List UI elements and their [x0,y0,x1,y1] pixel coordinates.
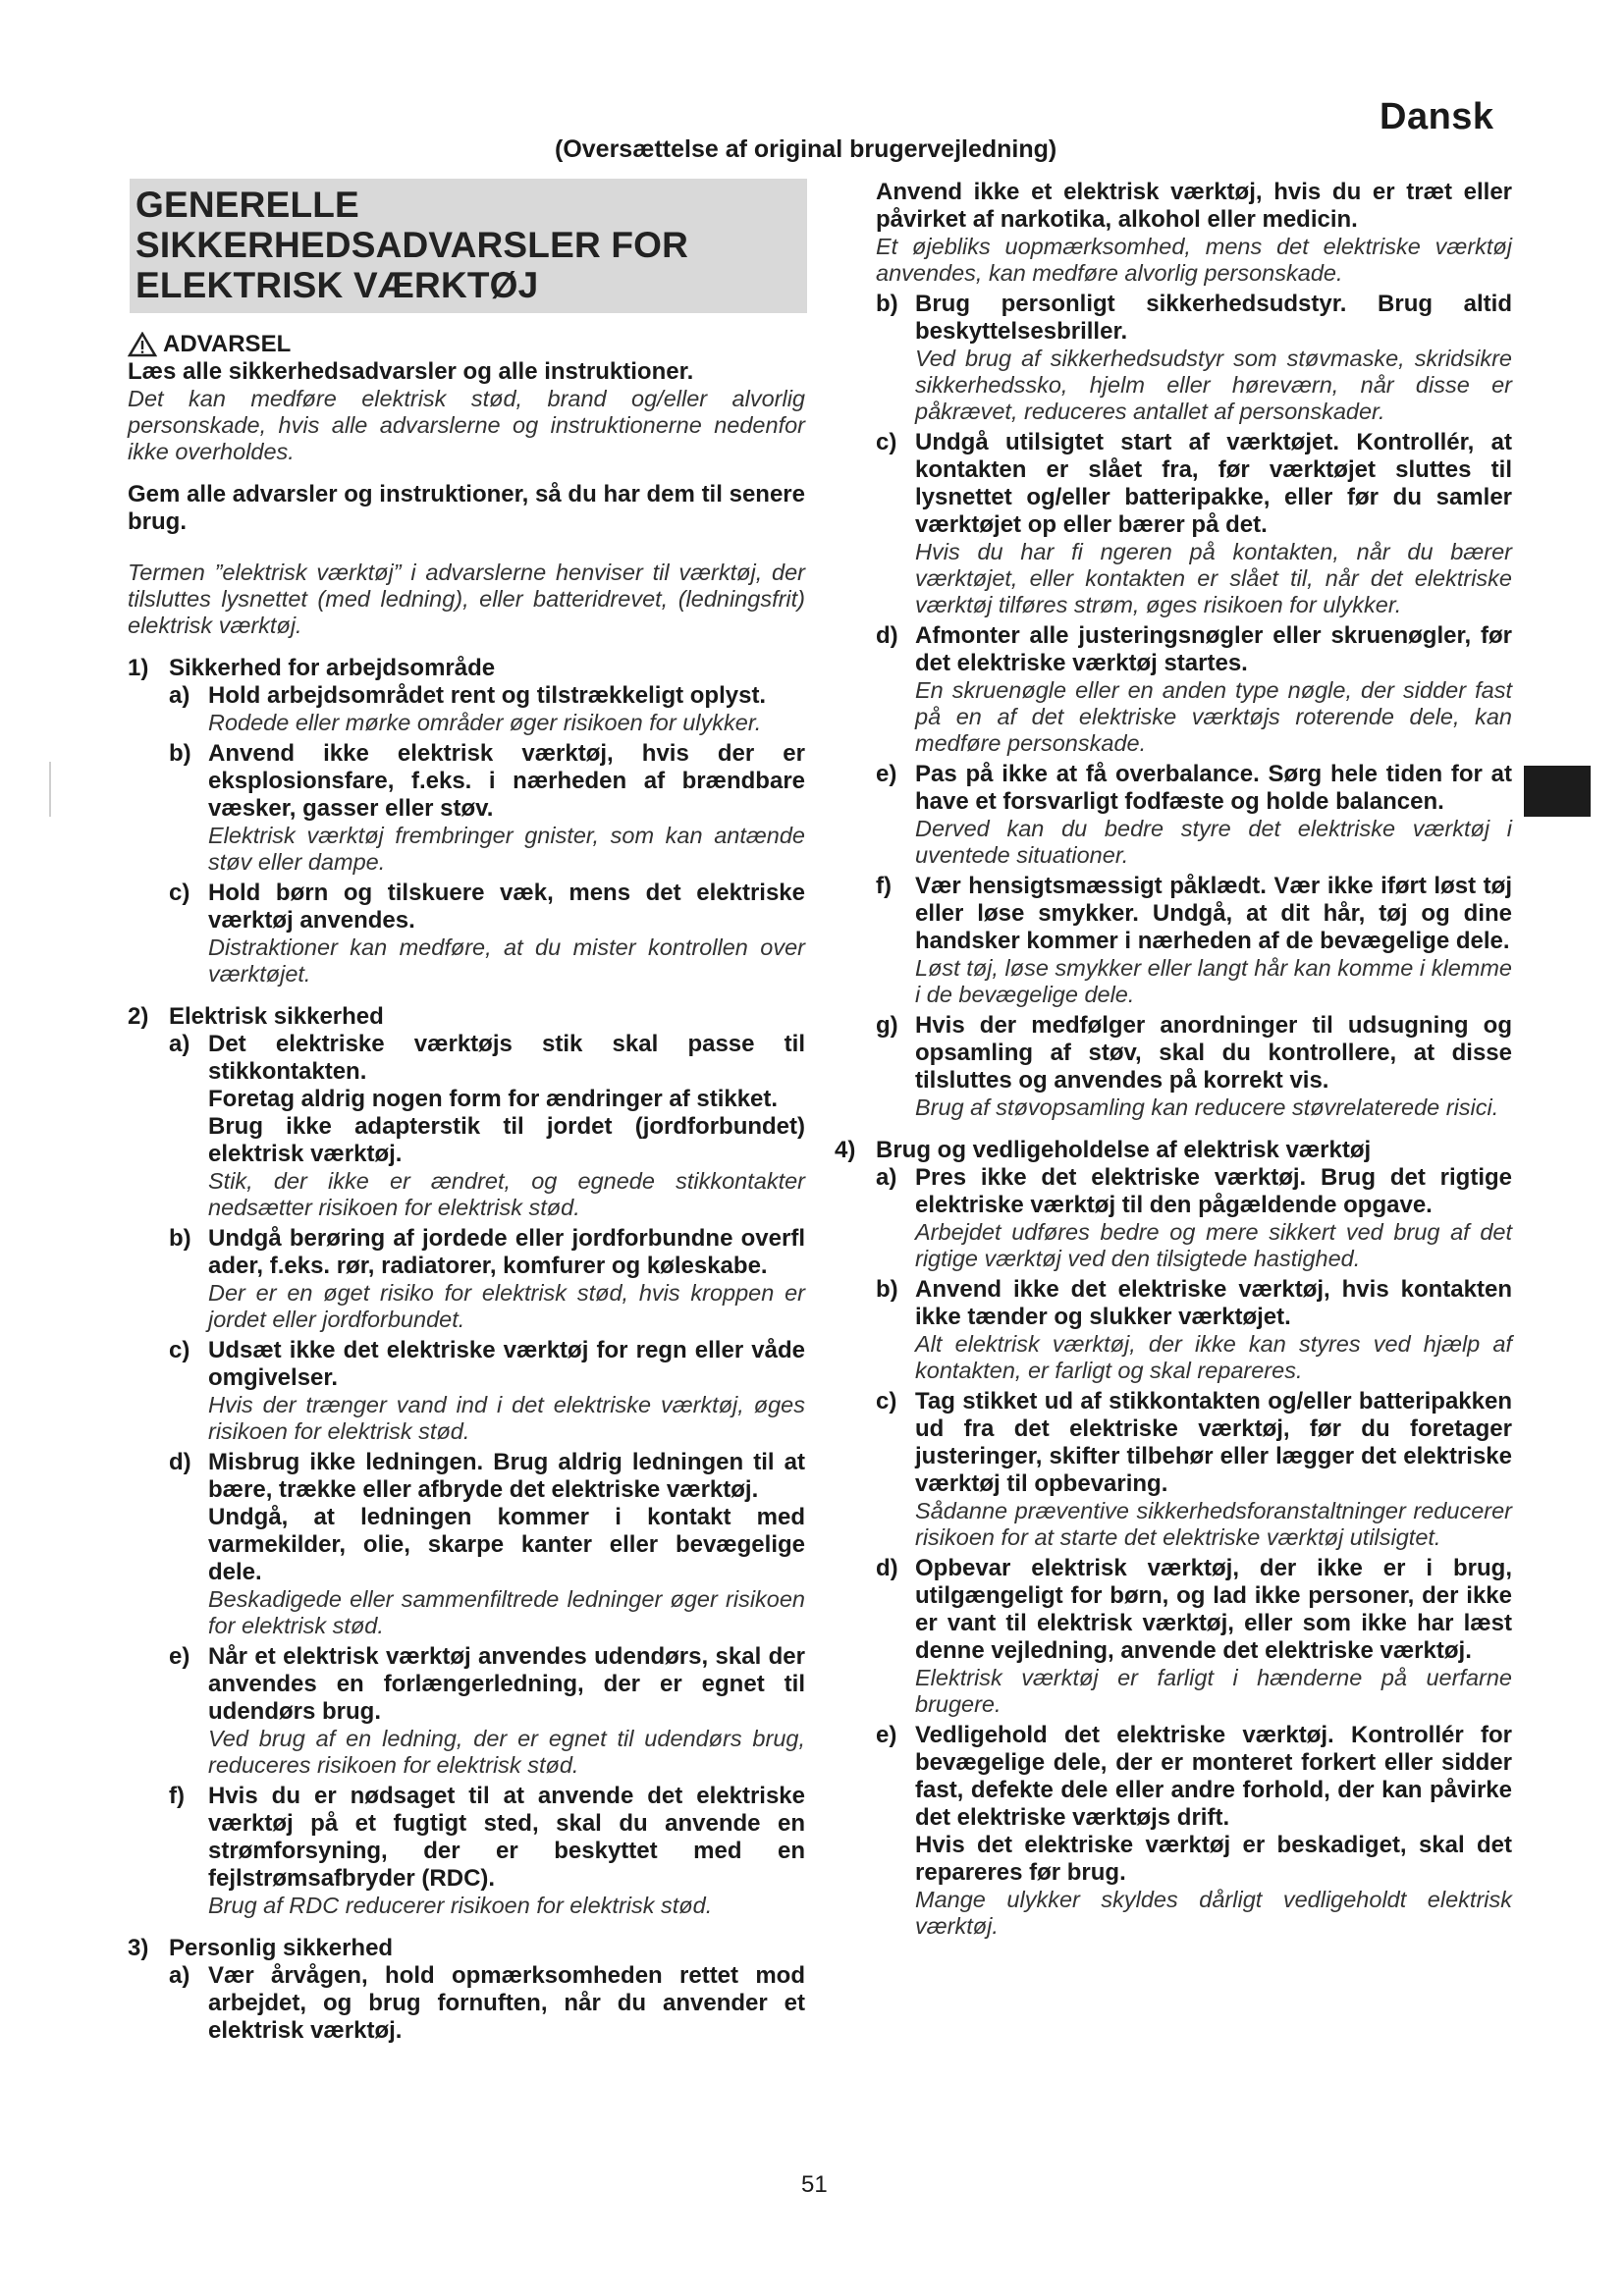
translation-subtitle: (Oversættelse af original brugervejledning) [555,135,1057,163]
title-line: SIKKERHEDSADVARSLER FOR [135,225,689,265]
section-heading: 2) Elektrisk sikkerhed [128,1003,384,1030]
list-item: c) Undgå utilsigtet start af værktøjet. Kontrollér, at kontakten er slået fra, før værktøjet sluttes til lysnettet og/eller batteripakke, eller før du samler værktøjet op eller bærer på det. Hvis du har fi ngeren på kontakten, når du bærer værktøjet, eller kontakten er slået til, når det elektriske værktøj tilføres strøm, øges risikoen for ulykker. [876,429,1512,617]
list-item: d) Opbevar elektrisk værktøj, der ikke er i brug, utilgængeligt for børn, og lad ikke personer, der ikke er vant til elektrisk værktøj, eller som ikke har læst denne vejledning, anvende det elektriske værktøj. Elektrisk værktøj er farligt i hænderne på uerfarne brugere. [876,1555,1512,1717]
list-item: f) Vær hensigtsmæssigt påklædt. Vær ikke iført løst tøj eller løse smykker. Undgå, at dit hår, tøj og dine handsker kommer i nærheden af de bevægelige dele. Løst tøj, løse smykker eller langt hår kan komme i klemme i de bevægelige dele. [876,873,1512,1007]
term-definition: Termen ”elektrisk værktøj” i advarslerne henviser til værktøj, der tilsluttes lysnettet (med ledning), eller batteridrevet, (ledningsfrit) elektrisk værktøj. [128,560,805,638]
title-line: ELEKTRISK VÆRKTØJ [135,265,539,305]
list-item: c) Hold børn og tilskuere væk, mens det elektriske værktøj anvendes. Distraktioner kan medføre, at du mister kontrollen over værktøjet. [169,880,805,987]
continued-italic: Et øjebliks uopmærksomhed, mens det elektriske værktøj anvendes, kan medføre alvorlig personskade. [876,234,1512,286]
list-item: e) Vedligehold det elektriske værktøj. Kontrollér for bevægelige dele, der er monteret forkert eller sidder fast, defekte dele eller andre forhold, der kan påvirke det elektriske værktøjs drift. Hvis det elektriske værktøj er beskadiget, skal det repareres før brug. Mange ulykker skyldes dårligt vedligeholdt elektrisk værktøj. [876,1722,1512,1939]
right-column [835,179,1512,1940]
list-item: b) Anvend ikke det elektriske værktøj, hvis kontakten ikke tænder og slukker værktøjet. Alt elektrisk værktøj, der ikke kan styres ved hjælp af kontakten, er farligt og skal repareres. [876,1276,1512,1383]
list-item: b) Anvend ikke elektrisk værktøj, hvis der er eksplosionsfare, f.eks. i nærheden af brændbare væsker, gasser eller støv. Elektrisk værktøj frembringer gnister, som kan antænde støv eller dampe. [169,740,805,875]
title-line: GENERELLE [135,185,359,225]
page-number: 51 [801,2171,828,2198]
list-item: f) Hvis du er nødsaget til at anvende det elektriske værktøj på et fugtigt sted, skal du anvende en strømforsyning, der er beskyttet med en fejlstrømsafbryder (RDC). Brug af RDC reducerer risikoen for elektrisk stød. [169,1783,805,1918]
list-item: c) Udsæt ikke det elektriske værktøj for regn eller våde omgivelser. Hvis der trænger vand ind i det elektriske værktøj, øges risikoen for elektrisk stød. [169,1337,805,1444]
list-item: e) Når et elektrisk værktøj anvendes udendørs, skal der anvendes en forlængerledning, der er egnet til udendørs brug. Ved brug af en ledning, der er egnet til udendørs brug, reduceres risikoen for elektrisk stød. [169,1643,805,1778]
warning-heading [128,331,805,358]
list-item: d) Misbrug ikke ledningen. Brug aldrig ledningen til at bære, trække eller afbryde det elektriske værktøj. Undgå, at ledningen kommer i kontakt med varmekilder, olie, skarpe kanter eller bevægelige dele. Beskadigede eller sammenfiltrede ledninger øger risikoen for elektrisk stød. [169,1449,805,1638]
section-tab-marker [1524,766,1591,817]
warning-italic: Det kan medføre elektrisk stød, brand og/eller alvorlig personskade, hvis alle advarslerne og instruktionerne nedenfor ikke overholdes. [128,386,805,464]
section-heading: 4) Brug og vedligeholdelse af elektrisk værktøj [835,1137,1372,1163]
list-item: a) Vær årvågen, hold opmærksomheden rettet mod arbejdet, og brug fornuften, når du anvender et elektrisk værktøj. [169,1962,805,2044]
language-label: Dansk [1380,96,1494,137]
section-heading: 1) Sikkerhed for arbejdsområde [128,655,496,681]
keep-instructions: Gem alle advarsler og instruktioner, så du har dem til senere brug. [128,481,805,535]
list-item: b) Brug personligt sikkerhedsudstyr. Brug altid beskyttelsesbriller. Ved brug af sikkerhedsudstyr som støvmaske, skridsikre sikkerhedssko, hjelm eller høreværn, når disse er påkrævet, reduceres antallet af personskader. [876,291,1512,424]
list-item: e) Pas på ikke at få overbalance. Sørg hele tiden for at have et forsvarligt fodfæste og holde balancen. Derved kan du bedre styre det elektriske værktøj i uventede situationer. [876,761,1512,868]
list-item: d) Afmonter alle justeringsnøgler eller skruenøgler, før det elektriske værktøj startes. En skruenøgle eller en anden type nøgle, der sidder fast på en af det elektriske værktøjs roterende dele, kan medføre personskade. [876,622,1512,756]
warning-triangle-icon [128,332,157,357]
list-item: a) Pres ikke det elektriske værktøj. Brug det rigtige elektriske værktøj til den pågældende opgave. Arbejdet udføres bedre og mere sikkert ved brug af det rigtige værktøj ved den tilsigtede hastighed. [876,1164,1512,1271]
list-item: g) Hvis der medfølger anordninger til udsugning og opsamling af støv, skal du kontrollere, at disse tilsluttes og anvendes på korrekt vis. Brug af støvopsamling kan reducere støvrelaterede risici. [876,1012,1512,1120]
list-item: b) Undgå berøring af jordede eller jordforbundne overfl ader, f.eks. rør, radiatorer, komfurer og køleskabe. Der er en øget risiko for elektrisk stød, hvis kroppen er jordet eller jordforbundet. [169,1225,805,1332]
left-column [128,179,805,2045]
list-item: a) Det elektriske værktøjs stik skal passe til stikkontakten. Foretag aldrig nogen form for ændringer af stikket. Brug ikke adapterstik til jordet (jordforbundet) elektrisk værktøj. Stik, der ikke er ændret, og egnede stikkontakter nedsætter risikoen for elektrisk stød. [169,1031,805,1220]
list-item: c) Tag stikket ud af stikkontakten og/eller batteripakken ud fra det elektriske værktøj, før du foretager justeringer, skifter tilbehør eller lægger det elektriske værktøj til opbevaring. Sådanne præventive sikkerhedsforanstaltninger reducerer risikoen for at starte det elektriske værktøj utilsigtet. [876,1388,1512,1550]
warning-label: ADVARSEL [163,331,292,357]
list-item: a) Hold arbejdsområdet rent og tilstrækkeligt oplyst. Rodede eller mørke områder øger risikoen for ulykker. [169,682,767,735]
continued-bold: Anvend ikke et elektrisk værktøj, hvis du er træt eller påvirket af narkotika, alkohol eller medicin. [876,179,1512,233]
warning-bold: Læs alle sikkerhedsadvarsler og alle instruktioner. [128,358,694,385]
title-box [130,179,807,313]
margin-mark [49,762,51,817]
section-heading: 3) Personlig sikkerhed [128,1935,394,1961]
